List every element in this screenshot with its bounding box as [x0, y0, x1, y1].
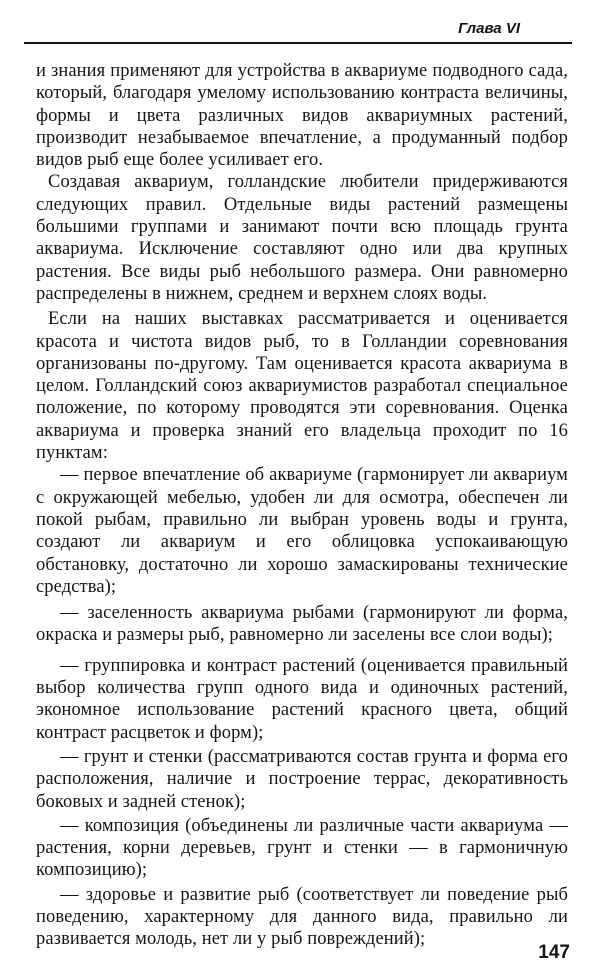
list-item: — заселенность аквариума рыбами (гармонируют ли форма, окраска и размеры рыб, равномерно ли заселены все слои воды);	[36, 603, 568, 646]
body-text	[36, 60, 568, 951]
running-header	[24, 20, 572, 44]
paragraph-continuation: и знания применяют для устройства в аквариуме подводного сада, который, благодаря умелому использованию контраста величины, формы и цвета различных видов аквариумных растений, производит незабываемое впечатление, а продуманный подбор видов рыб еще более усиливает его.	[36, 61, 568, 171]
page-number: 147	[538, 942, 570, 963]
list-item: — первое впечатление об аквариуме (гармонирует ли аквариум с окружающей мебелью, удобен ли для осмотра, обеспечен ли покой рыбам, правильно ли выбран уровень воды и грунта, создают ли аквариум и его облицовка успокаивающую обстановку, достаточно ли хорошо замаскированы технические средства);	[36, 465, 568, 597]
list-item: — здоровье и развитие рыб (соответствует ли поведение рыб поведению, характерному для данного вида, правильно ли развивается молодь, нет ли у рыб повреждений);	[36, 884, 568, 950]
paragraph: Если на наших выставках рассматривается и оценивается красота и чистота видов рыб, то в Голландии соревнования организованы по-другому. Там оценивается красота аквариума в целом. Голландский союз аквариумистов разработал специальное положение, по которому проводятся эти соревнования. Оценка аквариума и проверка знаний его владельца проходит по 16 пунктам:	[36, 309, 568, 464]
list-item: — группировка и контраст растений (оценивается правильный выбор количества групп одного вида и одиночных растений, экономное использование растений красного цвета, общий контраст расцветок и форм);	[36, 655, 568, 743]
list-item: — композиция (объединены ли различные части аквариума — растения, корни деревьев, грунт и стенки — в гармоничную композицию);	[36, 815, 568, 881]
list-item: — грунт и стенки (рассматриваются состав грунта и форма его расположения, наличие и построение террас, декоративность боковых и задней стенок);	[36, 746, 568, 812]
chapter-title: Глава VI	[458, 20, 520, 37]
paragraph: Создавая аквариум, голландские любители придерживаются следующих правил. Отдельные виды растений размещены большими группами и занимают почти всю площадь грунта аквариума. Исключение составляют одно или два крупных растения. Все виды рыб небольшого размера. Они равномерно распределены в нижнем, среднем и верхнем слоях воды.	[36, 172, 568, 304]
